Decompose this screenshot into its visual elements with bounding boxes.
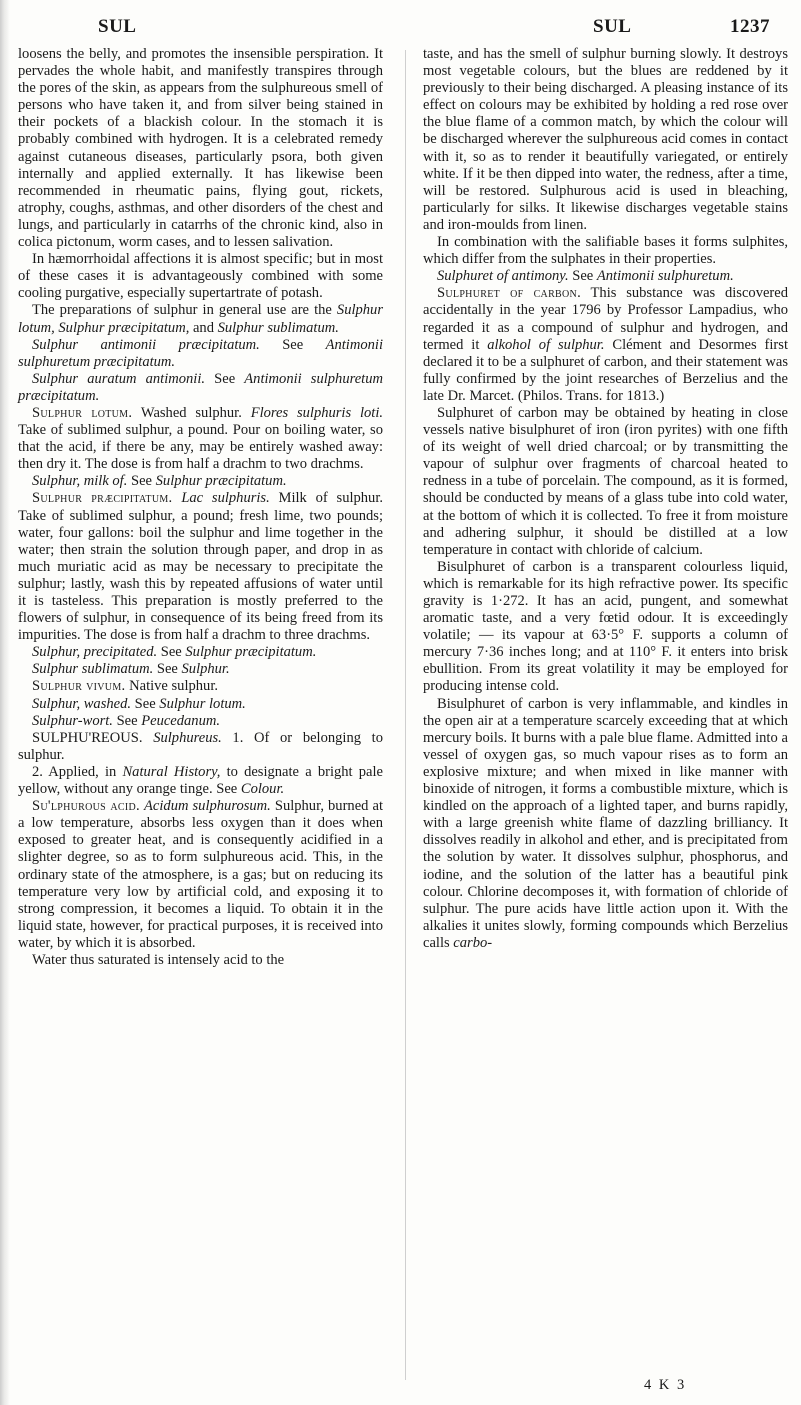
paragraph: The preparations of sulphur in general use are the Sulphur lotum, Sulphur præcipitatum, and Sulphur sublimatum. bbox=[18, 302, 383, 336]
entry-term: Sulphuret of antimony. bbox=[437, 268, 569, 285]
page-binding-edge bbox=[0, 0, 10, 1405]
entry-term: SULPHU'REOUS. bbox=[32, 729, 143, 746]
dictionary-entry: Sulphur lotum. Washed sulphur. Flores sulphuris loti. Take of sublimed sulphur, a pound. Pour on boiling water, so that the acid, if there be any, may be entirely washed away: then dry it. The dose is from half a drachm to two drachms. bbox=[18, 404, 383, 473]
cross-reference: Sulphur præcipitatum. bbox=[185, 644, 317, 661]
signature-mark: 4 K 3 bbox=[644, 1377, 687, 1393]
entry-term: Sulphur antimonii præcipitatum. bbox=[32, 336, 260, 353]
cross-reference: Peucedanum. bbox=[141, 712, 220, 729]
dictionary-entry: Sulphur antimonii præcipitatum. See Antimonii sulphuretum præcipitatum. bbox=[18, 336, 383, 370]
dictionary-entry: Sulphur auratum antimonii. See Antimonii sulphuretum præcipitatum. bbox=[18, 370, 383, 404]
cross-reference: Colour. bbox=[240, 781, 285, 798]
cross-reference: Sulphur. bbox=[181, 661, 230, 678]
cross-reference: Antimonii sulphuretum. bbox=[596, 268, 734, 285]
entry-term: Sulphur vivum. bbox=[32, 678, 126, 695]
left-column bbox=[18, 46, 383, 969]
dictionary-entry: Sulphur præcipitatum. Lac sulphuris. Milk of sulphur. Take of sublimed sulphur, a pound; fresh lime, two pounds; water, four gallons: boil the sulphur and lime together in the water; then strain the solution through paper, and drop in as much muriatic acid as may be necessary to precipitate the sulphur; lastly, wash this by repeated affusions of water until it is tasteless. This preparation is mostly preferred to the flowers of sulphur, in consequence of its being freed from its impurities. The dose is from half a drachm to three drachms. bbox=[18, 490, 384, 644]
entry-term: Su'lphurous acid. bbox=[32, 798, 140, 815]
entry-term: Sulphur lotum. bbox=[32, 404, 133, 421]
page-number: 1237 bbox=[730, 16, 770, 37]
dictionary-entry: Sulphur sublimatum. See Sulphur. bbox=[32, 661, 230, 678]
entry-term: Sulphur, precipitated. bbox=[32, 644, 158, 661]
paragraph: In hæmorrhoidal affections it is almost specific; but in most of these cases it is advantageously combined with some cooling purgative, especially supertartrate of potash. bbox=[18, 251, 383, 302]
cross-reference: Antimonii sulphuretum præcipitatum. bbox=[18, 370, 383, 404]
dictionary-entry: Sulphur, washed. See Sulphur lotum. bbox=[32, 695, 246, 712]
entry-term: Sulphur auratum antimonii. bbox=[32, 370, 206, 387]
paragraph: Bisulphuret of carbon is very inflammable, and kindles in the open air at a temperature scarcely exceeding that at which mercury boils. It burns with a pale blue flame. Admitted into a vessel of oxygen gas, so much vapour rises as to form an explosive mixture; and when mixed in like manner with binoxide of nitrogen, it forms a combustible mixture, which is kindled on the approach of a lighted taper, and burns rapidly, with a large greenish white flame of dazzling brilliancy. It dissolves readily in alkohol and ether, and is precipitated from the solution by water. It dissolves sulphur, phosphorus, and iodine, and the solution of the latter has a beautiful pink colour. Chlorine decomposes it, with formation of chloride of sulphur. The pure acids have little action upon it. With the alkalies it unites slowly, forming compounds which Berzelius calls carbo- bbox=[423, 695, 788, 951]
entry-term: Sulphur-wort. bbox=[32, 712, 113, 729]
entry-term: Sulphur, washed. bbox=[32, 695, 132, 712]
entry-term: Sulphur præcipitatum. bbox=[32, 490, 173, 507]
cross-reference: Sulphur lotum. bbox=[159, 695, 246, 712]
dictionary-entry: Sulphur vivum. Native sulphur. bbox=[32, 678, 218, 695]
right-column bbox=[423, 46, 788, 952]
paragraph: In combination with the salifiable bases it forms sulphites, which differ from the sulphates in their properties. bbox=[423, 234, 788, 268]
dictionary-entry: Sulphur-wort. See Peucedanum. bbox=[32, 712, 220, 729]
column-divider bbox=[405, 50, 406, 1380]
paragraph: Bisulphuret of carbon is a transparent colourless liquid, which is remarkable for its high refractive power. Its specific gravity is 1·272. It has an acid, pungent, and somewhat aromatic taste, and a very fœtid odour. It is exceedingly volatile; — its vapour at 63·5° F. supports a column of mercury 7·36 inches long; and at 110° F. it enters into brisk ebullition. From its great volatility it may be employed for producing intense cold. bbox=[423, 558, 788, 695]
entry-term: Sulphur sublimatum. bbox=[32, 661, 154, 678]
running-head-left: SUL bbox=[98, 16, 137, 37]
paragraph: taste, and has the smell of sulphur burning slowly. It destroys most vegetable colours, but the blues are reddened by it previously to their being discharged. A pleasing instance of its effect on colours may be exhibited by holding a red rose over the blue flame of a common match, by which the colour will be discharged wherever the sulphureous acid comes in contact with it, so as to render it beautifully variegated, or entirely white. If it be then dipped into water, the redness, after a time, will be restored. Sulphurous acid is used in bleaching, particularly for silks. It likewise discharges vegetable stains and iron-moulds from linen. bbox=[423, 46, 788, 233]
entry-term: Sulphuret of carbon. bbox=[437, 285, 582, 302]
paragraph: 2. Applied, in Natural History, to designate a bright pale yellow, without any orange tinge. See Colour. bbox=[18, 763, 383, 798]
dictionary-entry: Sulphur, milk of. See Sulphur præcipitatum. bbox=[32, 473, 287, 490]
cross-reference: Sulphur præcipitatum. bbox=[155, 473, 287, 490]
paragraph: Water thus saturated is intensely acid to the bbox=[32, 951, 285, 968]
cross-reference: Antimonii sulphuretum præcipitatum. bbox=[18, 336, 383, 370]
dictionary-entry: Sulphur, precipitated. See Sulphur præcipitatum. bbox=[32, 644, 317, 661]
dictionary-entry: Sulphuret of carbon. This substance was discovered accidentally in the year 1796 by Professor Lampadius, who regarded it as a compound of sulphur and hydrogen, and termed it alkohol of sulphur. Clément and Desormes first declared it to be a sulphuret of carbon, and their statement was fully confirmed by the joint researches of Berzelius and the late Dr. Marcet. (Philos. Trans. for 1813.) bbox=[423, 285, 788, 404]
dictionary-entry: SULPHU'REOUS. Sulphureus. 1. Of or belonging to sulphur. bbox=[18, 729, 383, 763]
dictionary-entry: Sulphuret of antimony. See Antimonii sulphuretum. bbox=[437, 268, 734, 285]
paragraph: loosens the belly, and promotes the insensible perspiration. It pervades the whole habit, and manifestly transpires through the pores of the skin, as appears from the sulphureous smell of persons who have taken it, and from silver being stained in their pockets of a blackish colour. In the stomach it is probably combined with hydrogen. It is a celebrated remedy against cutaneous diseases, particularly psora, both given internally and applied externally. It has likewise been recommended in rheumatic pains, flying gout, rickets, atrophy, coughs, asthmas, and other disorders of the chest and lungs, and particularly in catarrhs of the chronic kind, also in colica pictonum, worm cases, and to lessen salivation. bbox=[18, 46, 383, 251]
paragraph: Sulphuret of carbon may be obtained by heating in close vessels native bisulphuret of iron (iron pyrites) with one fifth of its weight of well dried charcoal; or by transmitting the vapour of sulphur over fragments of charcoal heated to redness in a tube of porcelain. The compound, as it is formed, should be conducted by means of a glass tube into cold water, at the bottom of which it is collected. To free it from moisture and adhering sulphur, it should be distilled at a low temperature in contact with chloride of calcium. bbox=[423, 404, 788, 558]
running-head-right: SUL bbox=[593, 16, 632, 37]
entry-term: Sulphur, milk of. bbox=[32, 473, 128, 490]
dictionary-entry: Su'lphurous acid. Acidum sulphurosum. Sulphur, burned at a low temperature, absorbs less oxygen than it does when exposed to greater heat, and is consequently acidified in a slighter degree, so as to form sulphureous acid. This, in the ordinary state of the atmosphere, is a gas; but on reducing its temperature very low by artificial cold, and exposing it to strong compression, it becomes a liquid. To obtain it in the liquid state, however, for practical purposes, it is received into water, by which it is absorbed. bbox=[18, 798, 383, 951]
